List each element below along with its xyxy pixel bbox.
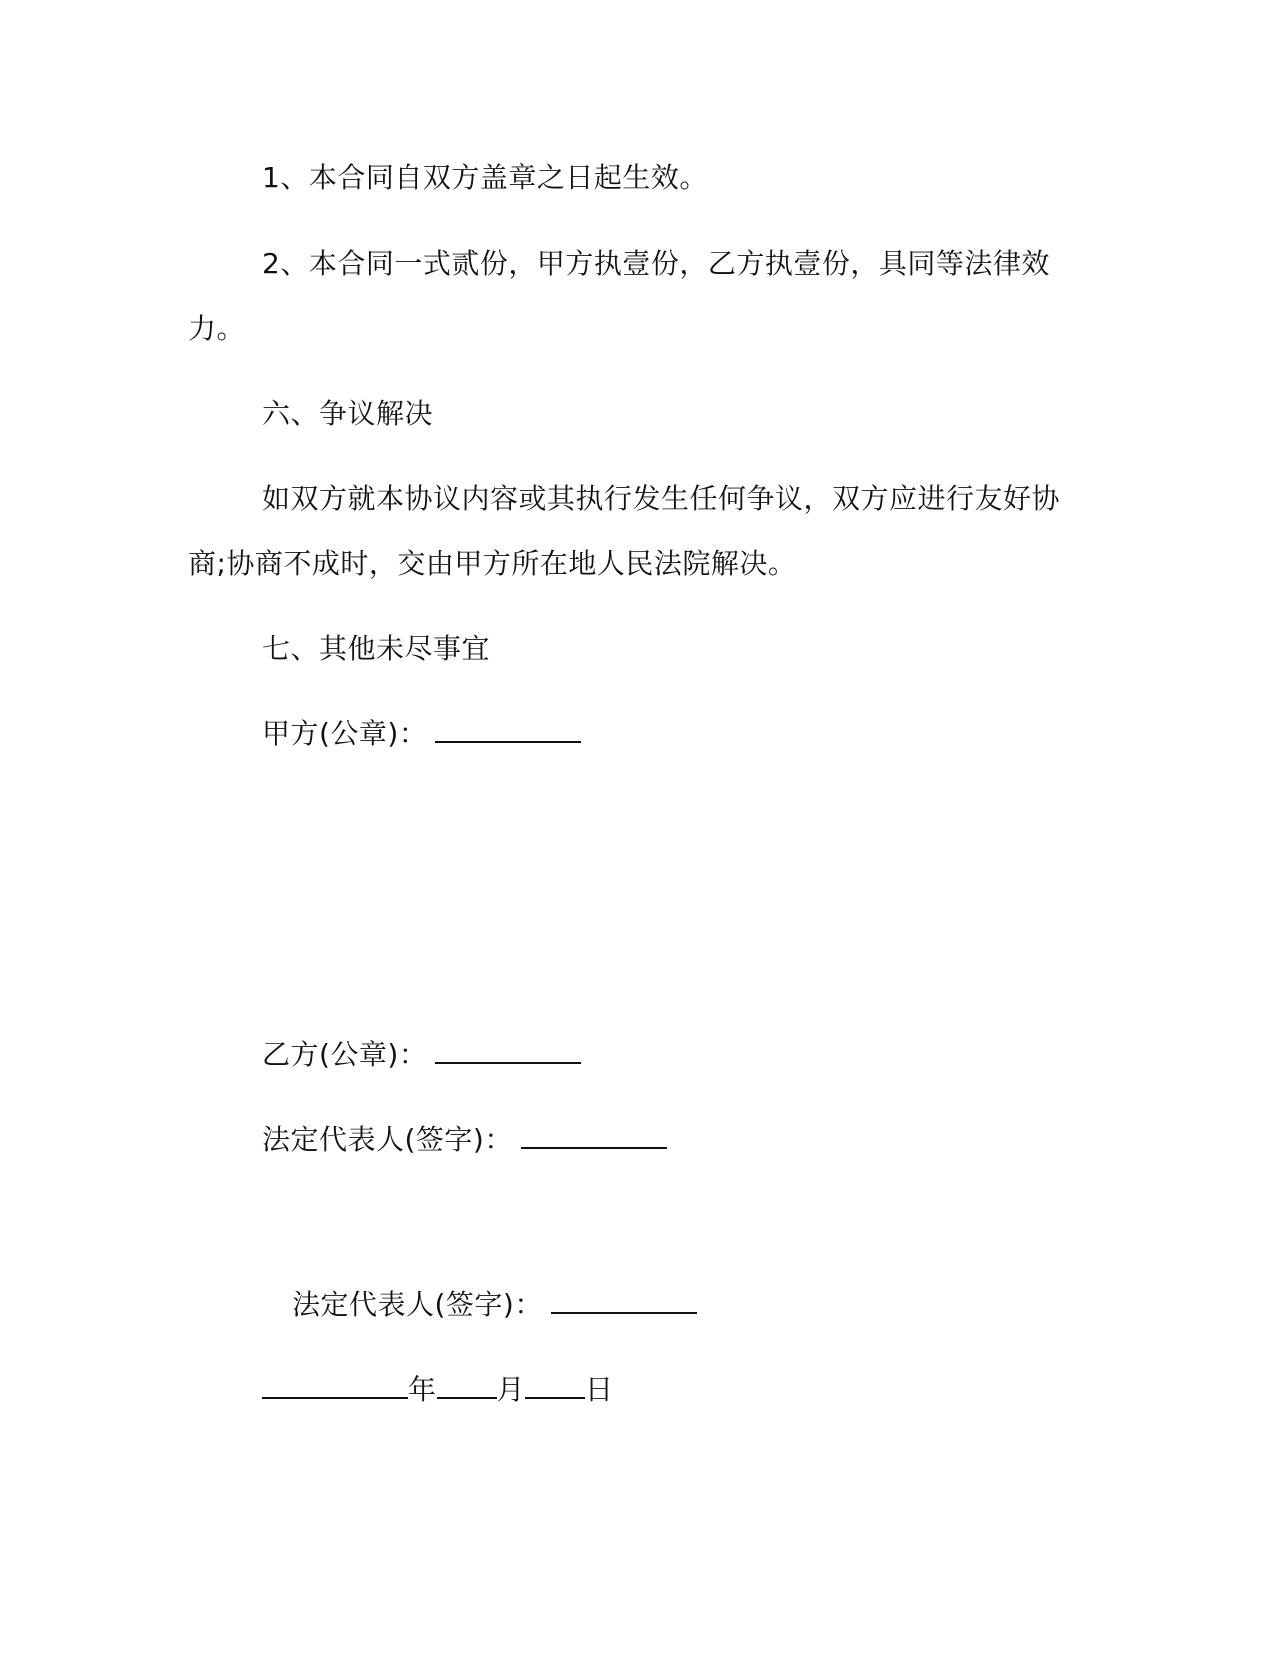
party-b-seal-label: 乙方(公章)： [262,1038,428,1071]
party-b-seal-row [262,1037,581,1073]
date-month-blank[interactable] [437,1373,497,1399]
date-year-blank[interactable] [262,1373,408,1399]
legal-rep-blank-1[interactable] [521,1123,667,1149]
legal-rep-label-2: 法定代表人(签字)： [292,1288,543,1321]
party-a-seal-blank[interactable] [435,717,581,743]
section-7-heading: 七、其他未尽事宜 [262,632,491,665]
clause-1: 1、本合同自双方盖章之日起生效。 [262,161,708,194]
section-6-heading: 六、争议解决 [262,397,434,430]
party-b-seal-blank[interactable] [435,1038,581,1064]
date-day-label: 日 [585,1373,614,1406]
date-year-label: 年 [408,1373,437,1406]
date-row [262,1372,614,1408]
section-6-line-2: 商;协商不成时，交由甲方所在地人民法院解决。 [188,547,797,580]
party-a-seal-label: 甲方(公章)： [262,717,428,750]
date-month-label: 月 [496,1373,526,1406]
legal-rep-blank-2[interactable] [551,1288,697,1314]
date-day-blank[interactable] [525,1373,585,1399]
clause-2-line-2: 力。 [188,312,246,345]
legal-rep-row-1 [262,1122,667,1158]
legal-rep-row-2 [292,1287,697,1323]
party-a-seal-row [262,716,581,752]
section-6-line-1: 如双方就本协议内容或其执行发生任何争议，双方应进行友好协 [262,482,1061,515]
legal-rep-label-1: 法定代表人(签字)： [262,1123,513,1156]
clause-2-line-1: 2、本合同一式贰份，甲方执壹份，乙方执壹份，具同等法律效 [262,247,1050,280]
